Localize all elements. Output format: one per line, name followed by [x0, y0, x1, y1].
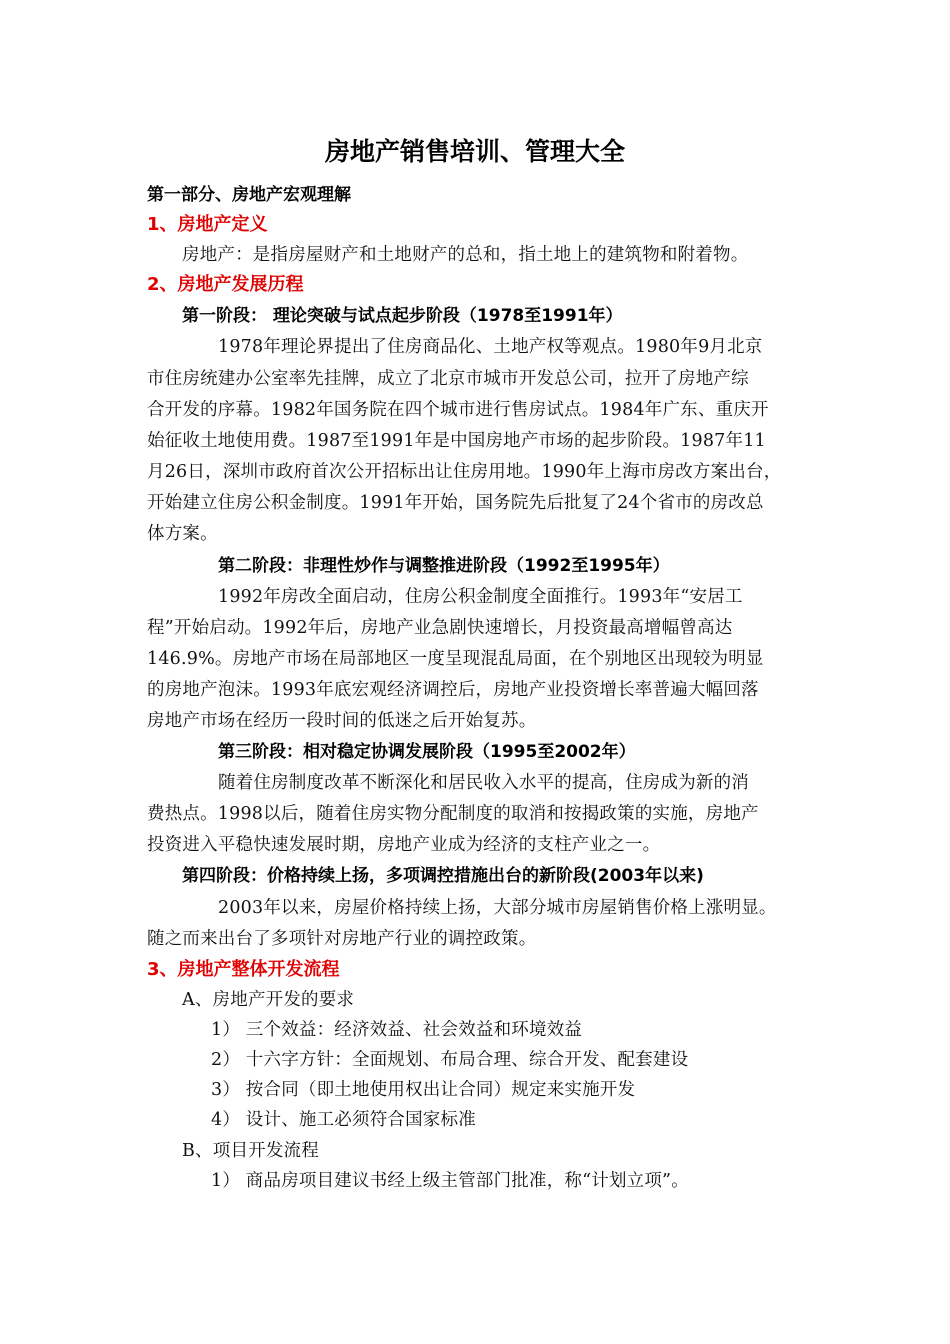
paragraph-line: 程”开始启动。1992年后，房地产业急剧快速增长，月投资最高增幅曾高达: [147, 618, 733, 638]
subsection-b-heading: B、项目开发流程: [182, 1141, 319, 1161]
section-3-heading: 3、房地产整体开发流程: [147, 959, 340, 980]
list-item: 4） 设计、施工必须符合国家标准: [211, 1110, 476, 1130]
part-heading: 第一部分、房地产宏观理解: [147, 185, 351, 205]
section-1-heading: 1、房地产定义: [147, 214, 268, 235]
section-1-text: 房地产：是指房屋财产和土地财产的总和，指土地上的建筑物和附着物。: [182, 245, 749, 265]
paragraph-line: 始征收土地使用费。1987至1991年是中国房地产市场的起步阶段。1987年11: [147, 431, 766, 451]
section-2-heading: 2、房地产发展历程: [147, 274, 304, 295]
paragraph-line: 随之而来出台了多项针对房地产行业的调控政策。: [147, 929, 537, 949]
list-item: 1） 三个效益：经济效益、社会效益和环境效益: [211, 1020, 583, 1040]
paragraph-line: 1992年房改全面启动，住房公积金制度全面推行。1993年“安居工: [218, 587, 743, 607]
stage-4-heading: 第四阶段：价格持续上扬，多项调控措施出台的新阶段(2003年以来): [182, 866, 704, 886]
paragraph-line: 市住房统建办公室率先挂牌，成立了北京市城市开发总公司，拉开了房地产综: [147, 369, 749, 389]
document-title: 房地产销售培训、管理大全: [324, 137, 625, 166]
paragraph-line: 随着住房制度改革不断深化和居民收入水平的提高，住房成为新的消: [218, 773, 749, 793]
stage-2-heading: 第二阶段：非理性炒作与调整推进阶段（1992至1995年）: [218, 556, 670, 576]
paragraph-line: 费热点。1998以后，随着住房实物分配制度的取消和按揭政策的实施，房地产: [147, 804, 759, 824]
paragraph-line: 开始建立住房公积金制度。1991年开始，国务院先后批复了24个省市的房改总: [147, 493, 764, 513]
subsection-a-heading: A、房地产开发的要求: [182, 990, 355, 1010]
paragraph-line: 月26日，深圳市政府首次公开招标出让住房用地。1990年上海市房改方案出台，: [147, 462, 782, 482]
stage-1-heading: 第一阶段： 理论突破与试点起步阶段（1978至1991年）: [182, 306, 623, 326]
list-item: 2） 十六字方针：全面规划、布局合理、综合开发、配套建设: [211, 1050, 689, 1070]
paragraph-line: 2003年以来，房屋价格持续上扬，大部分城市房屋销售价格上涨明显。: [218, 898, 777, 918]
paragraph-line: 投资进入平稳快速发展时期，房地产业成为经济的支柱产业之一。: [147, 835, 661, 855]
list-item: 1） 商品房项目建议书经上级主管部门批准，称“计划立项”。: [211, 1171, 689, 1191]
paragraph-line: 体方案。: [147, 524, 218, 544]
paragraph-line: 146.9%。房地产市场在局部地区一度呈现混乱局面，在个别地区出现较为明显: [147, 649, 764, 669]
list-item: 3） 按合同（即土地使用权出让合同）规定来实施开发: [211, 1080, 636, 1100]
paragraph-line: 合开发的序幕。1982年国务院在四个城市进行售房试点。1984年广东、重庆开: [147, 400, 769, 420]
paragraph-line: 房地产市场在经历一段时间的低迷之后开始复苏。: [147, 711, 537, 731]
paragraph-line: 的房地产泡沫。1993年底宏观经济调控后，房地产业投资增长率普遍大幅回落: [147, 680, 759, 700]
paragraph-line: 1978年理论界提出了住房商品化、土地产权等观点。1980年9月北京: [218, 337, 763, 357]
stage-3-heading: 第三阶段：相对稳定协调发展阶段（1995至2002年）: [218, 742, 636, 762]
